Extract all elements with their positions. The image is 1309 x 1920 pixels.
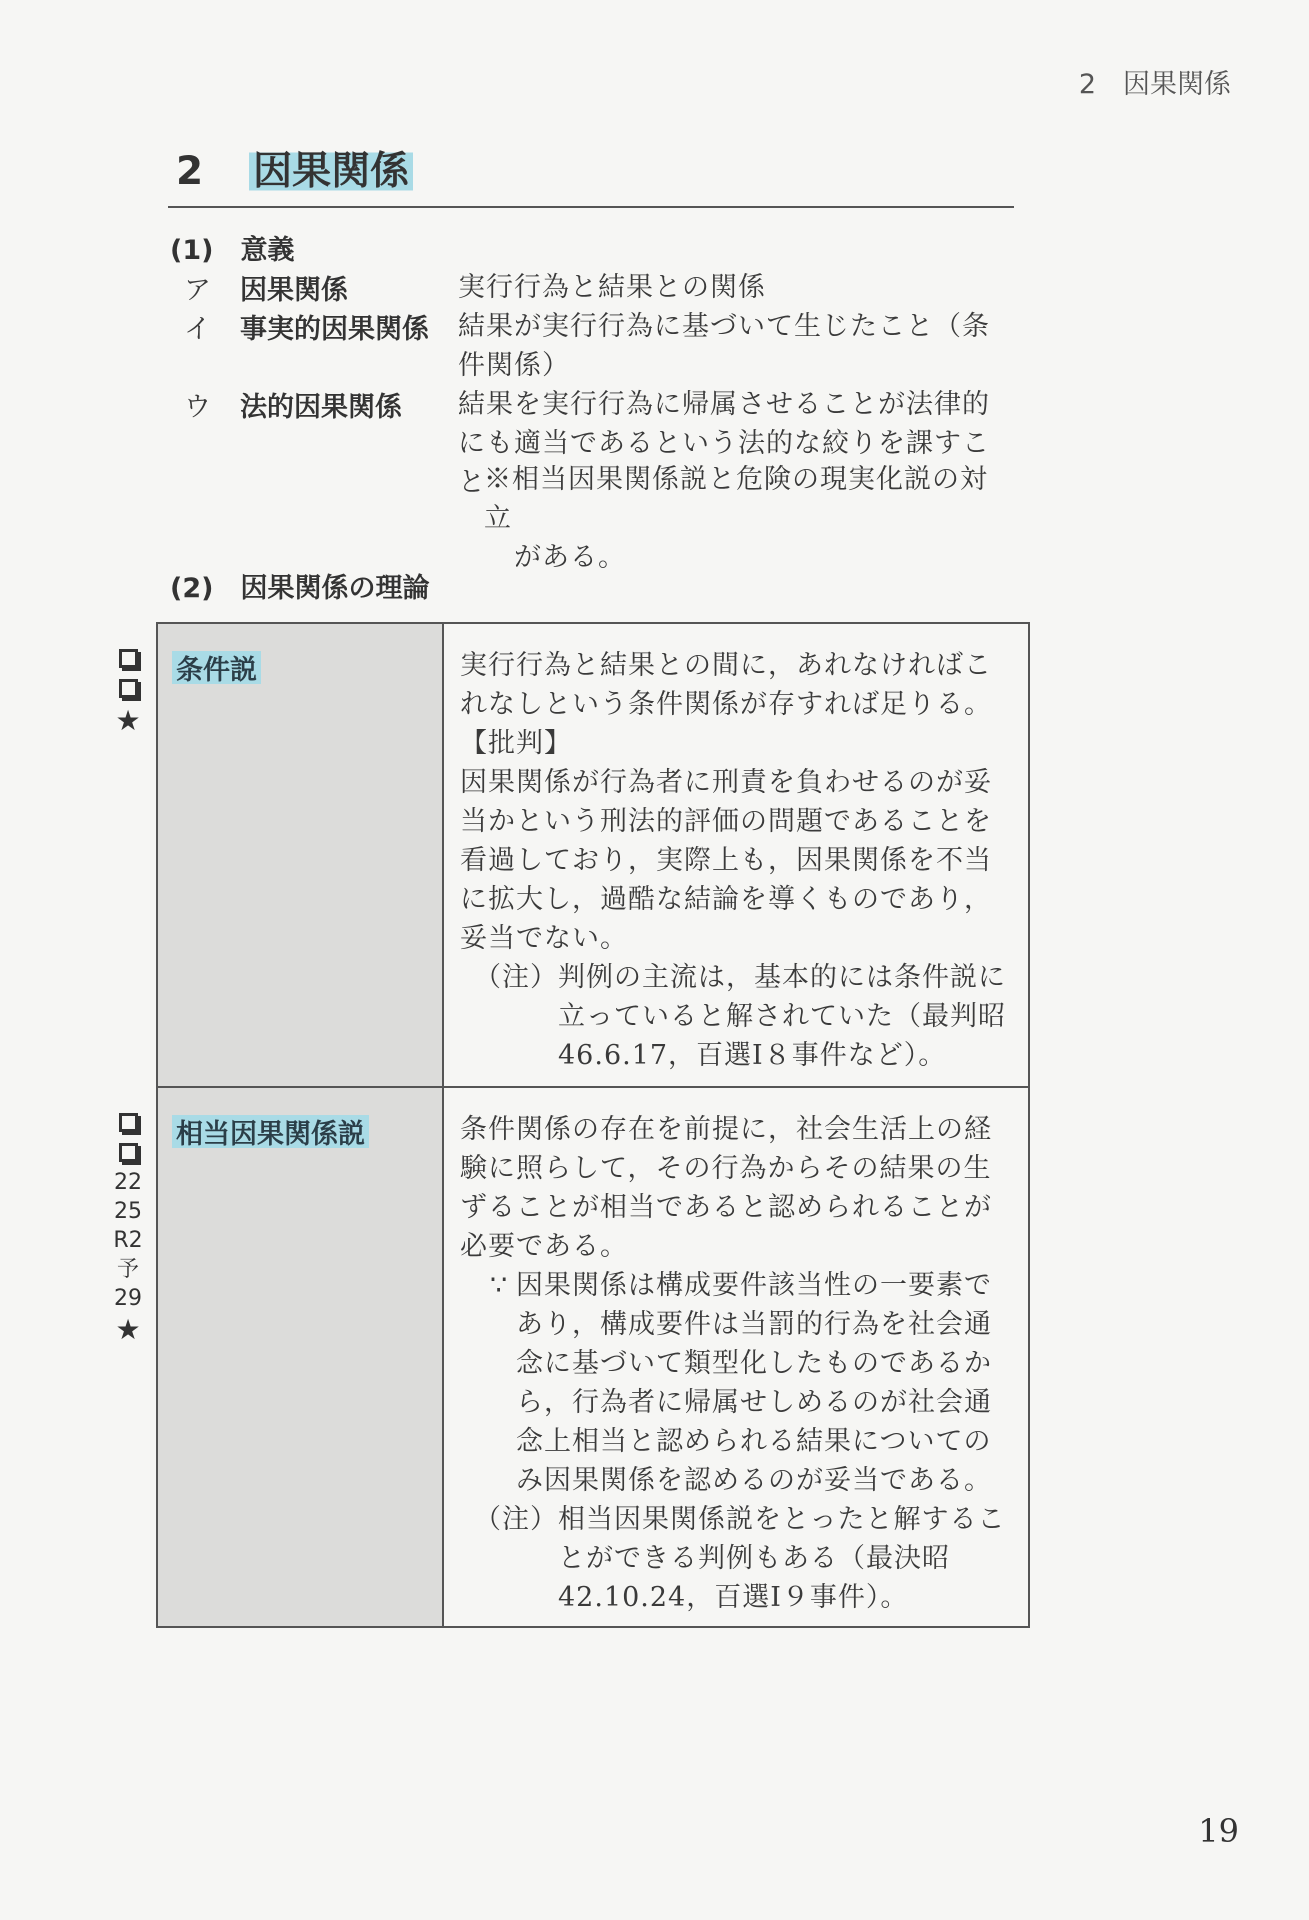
- theory-name: 相当因果関係説: [172, 1112, 369, 1151]
- definition-kana: ウ: [184, 392, 211, 423]
- because-mark: ∵: [490, 1270, 509, 1301]
- section2-heading: (2) 因果関係の理論: [170, 573, 430, 604]
- critique-text: 因果関係が行為者に刑責を負わせるのが妥当かという刑法的評価の問題であることを看過しており，実際上も，因果関係を不当に拡大し，過酷な結論を導くものであり，妥当でない。: [460, 767, 992, 954]
- critique-label: 【批判】: [460, 728, 572, 759]
- star-icon: ★: [115, 704, 141, 737]
- definition-desc: 結果を実行行為に帰属させることが法律的にも適当であるという法的な絞りを課すこと: [458, 389, 990, 498]
- chapter-title: [168, 140, 1014, 208]
- definition-kana: イ: [184, 314, 211, 345]
- checkbox-icon: [119, 679, 138, 698]
- checkbox-icon: [119, 1143, 138, 1162]
- note-mark: （注）: [474, 962, 558, 993]
- exam-year-mark: 22: [114, 1170, 142, 1195]
- note-line: ※相当因果関係説と危険の現実化説の対立: [484, 464, 988, 534]
- theory-row: [158, 624, 1028, 1088]
- theory-name-cell: [158, 624, 444, 1086]
- theory-table: [156, 622, 1030, 1628]
- checkbox-icon: [119, 649, 138, 668]
- definition-kana: ア: [184, 275, 211, 306]
- note-line: がある。: [514, 542, 626, 573]
- definition-term: 事実的因果関係: [240, 314, 429, 345]
- theory-note: [460, 1500, 1014, 1617]
- exam-year-mark: 29: [114, 1286, 142, 1311]
- star-icon: ★: [115, 1313, 141, 1346]
- note-text: 相当因果関係説をとったと解することができる判例もある（最決昭42.10.24，百選Ⅰ９事件）。: [558, 1504, 1006, 1613]
- note-text: 判例の主流は，基本的には条件説に立っていると解されていた（最判昭46.6.17，百選Ⅰ８事件など）。: [558, 962, 1006, 1071]
- theory-body: 実行行為と結果との間に，あれなければこれなしという条件関係が存すれば足りる。: [460, 650, 992, 720]
- theory-name-cell: [158, 1088, 444, 1626]
- definition-desc: 結果が実行行為に基づいて生じたこと（条件関係）: [458, 311, 990, 381]
- exam-year-mark: R2: [113, 1228, 143, 1253]
- chapter-title-text: 因果関係: [249, 149, 413, 194]
- theory-row: [158, 1088, 1028, 1626]
- definition-term: 因果関係: [240, 275, 348, 306]
- definition-term: 法的因果関係: [240, 392, 402, 423]
- reason-block: [460, 1266, 1014, 1500]
- chapter-number: 2: [176, 149, 204, 194]
- definition-note: [484, 460, 1014, 577]
- exam-year-mark: 25: [114, 1199, 142, 1224]
- running-head: 2 因果関係: [1078, 69, 1231, 100]
- page-number: 19: [1198, 1812, 1239, 1850]
- note-mark: （注）: [474, 1504, 558, 1535]
- exam-year-mark: 予: [116, 1257, 139, 1282]
- theory-content-cell: [444, 1088, 1028, 1626]
- theory-body: 条件関係の存在を前提に，社会生活上の経験に照らして，その行為からその結果の生ずることが相当であると認められることが必要である。: [460, 1114, 992, 1262]
- side-marks-theory-1: [112, 644, 144, 738]
- theory-content-cell: [444, 624, 1028, 1086]
- side-marks-theory-2: [112, 1108, 144, 1347]
- definition-desc: 実行行為と結果との関係: [458, 272, 766, 303]
- theory-note: [460, 958, 1014, 1075]
- reason-text: 因果関係は構成要件該当性の一要素であり，構成要件は当罰的行為を社会通念に基づいて類型化したものであるから，行為者に帰属せしめるのが社会通念上相当と認められる結果についてのみ因果関係を認めるのが妥当である。: [516, 1270, 992, 1496]
- section1-heading: (1) 意義: [170, 235, 295, 266]
- theory-name: 条件説: [172, 648, 261, 687]
- checkbox-icon: [119, 1113, 138, 1132]
